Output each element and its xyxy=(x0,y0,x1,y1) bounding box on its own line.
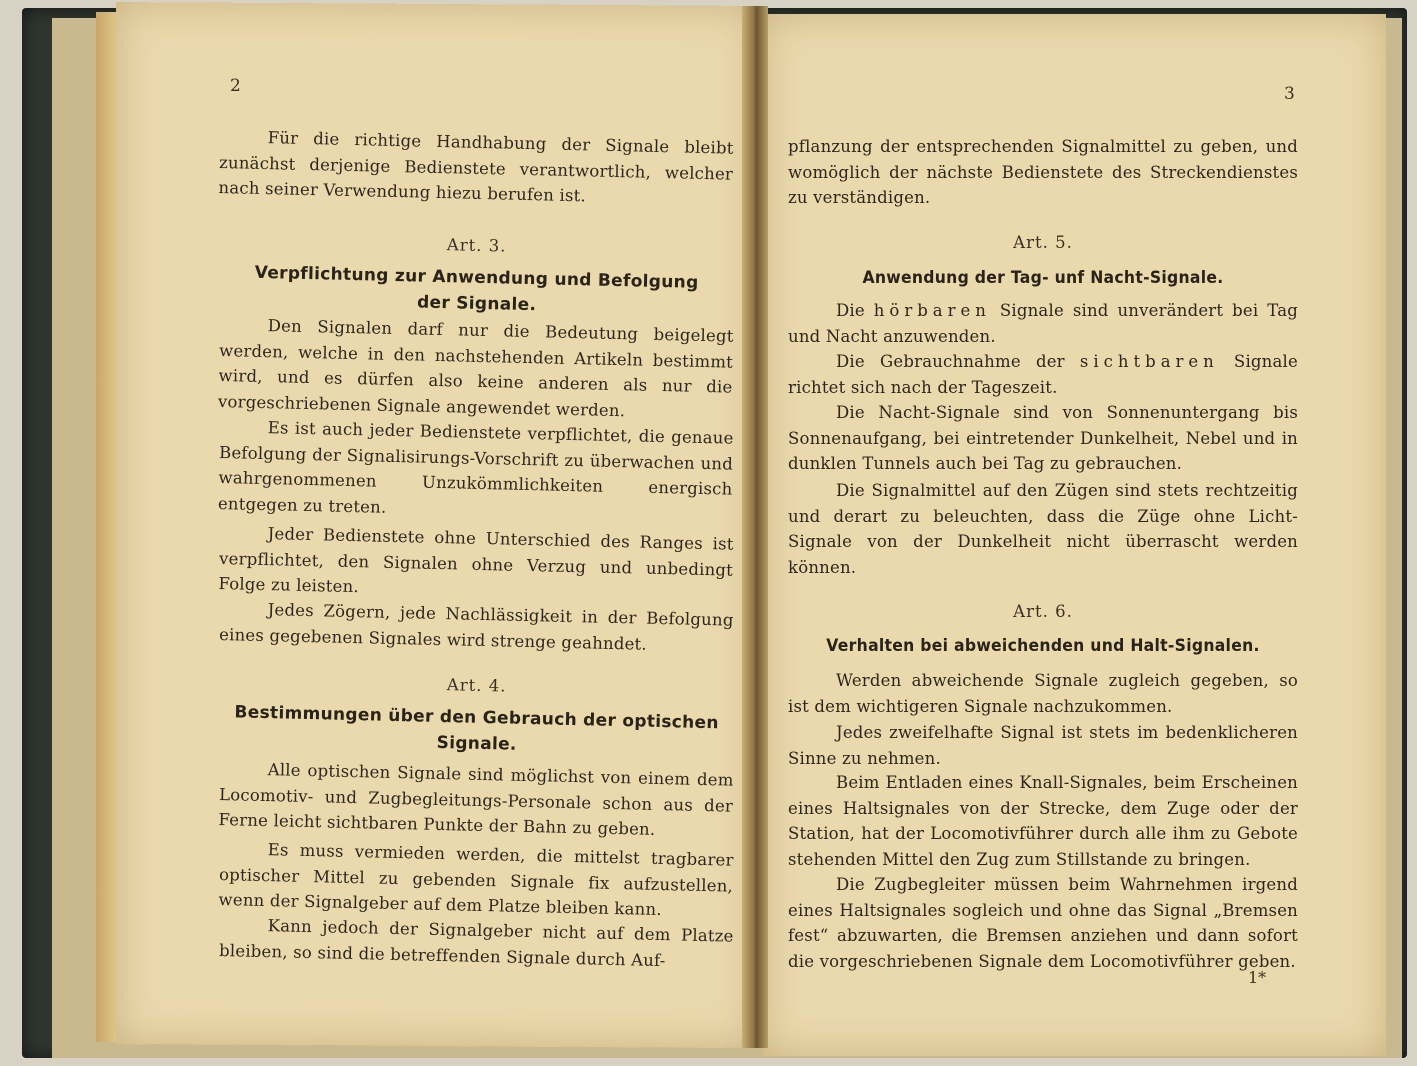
art5-heading: Anwendung der Tag- unf Nacht-Signale. xyxy=(862,268,1224,288)
art3-heading-line2: der Signale. xyxy=(416,292,537,316)
art4-heading-line1: Bestimmungen über den Gebrauch der optischen xyxy=(234,702,720,734)
art3-paragraph-2: Es ist auch jeder Bedienstete verpflichtet, die genaue Befolgung der Signalisirungs-Vorschrift zu überwachen und wahrgenommenen Unzukömmlichkeiten energisch entgegen zu treten. xyxy=(217,418,734,517)
art4-paragraph-1: Alle optischen Signale sind möglichst von einem dem Locomotiv- und Zugbegleitungs-Personale schon aus der Ferne leicht sichtbaren Punkte der Bahn zu geben. xyxy=(218,760,734,839)
signature-mark: 1* xyxy=(1248,968,1267,987)
art3-paragraph-1: Den Signalen darf nur die Bedeutung beigelegt werden, welche in den nachstehenden Artikeln bestimmt wird, und es dürfen also keine anderen als nur die vorgeschriebenen Signale angewendet werden. xyxy=(217,316,734,420)
art5-paragraph-2 xyxy=(788,349,1298,400)
page-number-right: 3 xyxy=(1284,84,1295,104)
art5-paragraph-4: Die Signalmittel auf den Zügen sind stets rechtzeitig und derart zu beleuchten, dass die Züge ohne Licht-Signale von der Dunkelheit nicht überrascht werden können. xyxy=(788,481,1298,577)
art6-label: Art. 6. xyxy=(1013,602,1073,621)
art5-p1-emphasis: hörbaren xyxy=(873,301,991,320)
art5-label: Art. 5. xyxy=(1013,233,1073,252)
art4-heading-line2: Signale. xyxy=(436,732,517,755)
book-gutter xyxy=(742,6,768,1048)
page-number-left: 2 xyxy=(230,76,241,96)
art6-paragraph-2: Jedes zweifelhafte Signal ist stets im bedenklicheren Sinne zu nehmen. xyxy=(788,723,1298,768)
art4-label: Art. 4. xyxy=(446,675,507,696)
art5-p2-start: Die Gebrauchnahme der xyxy=(836,352,1080,371)
art3-heading-line1: Verpflichtung zur Anwendung und Befolgung xyxy=(254,262,699,293)
art3-paragraph-3: Jeder Bedienstete ohne Unterschied des Ranges ist verpflichtet, den Signalen ohne Verzug und unbedingt Folge zu leisten. xyxy=(218,524,734,597)
art5-p1-start: Die xyxy=(836,301,874,320)
art4-paragraph-3: Kann jedoch der Signalgeber nicht auf dem Platze bleiben, so sind die betreffenden Signale durch Auf- xyxy=(218,916,734,970)
art6-paragraph-1: Werden abweichende Signale zugleich gegeben, so ist dem wichtigeren Signale nachzukommen. xyxy=(788,671,1298,716)
art5-p2-end: Signale richtet sich nach der Tageszeit. xyxy=(788,352,1298,397)
art5-p1-end: Signale sind unverändert bei Tag und Nacht anzuwenden. xyxy=(788,301,1298,346)
art6-paragraph-4: Die Zugbegleiter müssen beim Wahrnehmen irgend eines Haltsignales sogleich und ohne das Signal „Bremsen fest“ abzuwarten, die Bremsen anziehen und dann sofort die vorgeschriebenen Signale dem Locomotivführer geben. xyxy=(788,875,1298,971)
art3-paragraph-4: Jedes Zögern, jede Nachlässigkeit in der Befolgung eines gegebenen Signales wird strenge geahndet. xyxy=(218,600,734,654)
art6-heading: Verhalten bei abweichenden und Halt-Signalen. xyxy=(826,636,1260,656)
art3-label: Art. 3. xyxy=(446,235,507,256)
art5-paragraph-3: Die Nacht-Signale sind von Sonnenuntergang bis Sonnenaufgang, bei eintretender Dunkelheit, Nebel und in dunklen Tunnels auch bei Tag zu gebrauchen. xyxy=(788,403,1298,473)
art4-paragraph-2: Es muss vermieden werden, die mittelst tragbarer optischer Mittel zu gebenden Signale fix aufzustellen, wenn der Signalgeber auf dem Platze bleiben kann. xyxy=(218,840,734,920)
art5-paragraph-1 xyxy=(788,298,1298,349)
art6-paragraph-3: Beim Entladen eines Knall-Signales, beim Erscheinen eines Haltsignales von der Strecke, dem Zuge oder der Station, hat der Locomotivführer durch alle ihm zu Gebote stehenden Mittel den Zug zum Stillstande zu bringen. xyxy=(788,773,1298,869)
continuation-paragraph: pflanzung der entsprechenden Signalmittel zu geben, und womöglich der nächste Bedienstete des Streckendienstes zu verständigen. xyxy=(788,137,1298,207)
intro-paragraph: Für die richtige Handhabung der Signale bleibt zunächst derjenige Bedienstete verantwortlich, welcher nach seiner Verwendung hiezu berufen ist. xyxy=(218,128,734,206)
art5-p2-emphasis: sichtbaren xyxy=(1079,352,1219,371)
